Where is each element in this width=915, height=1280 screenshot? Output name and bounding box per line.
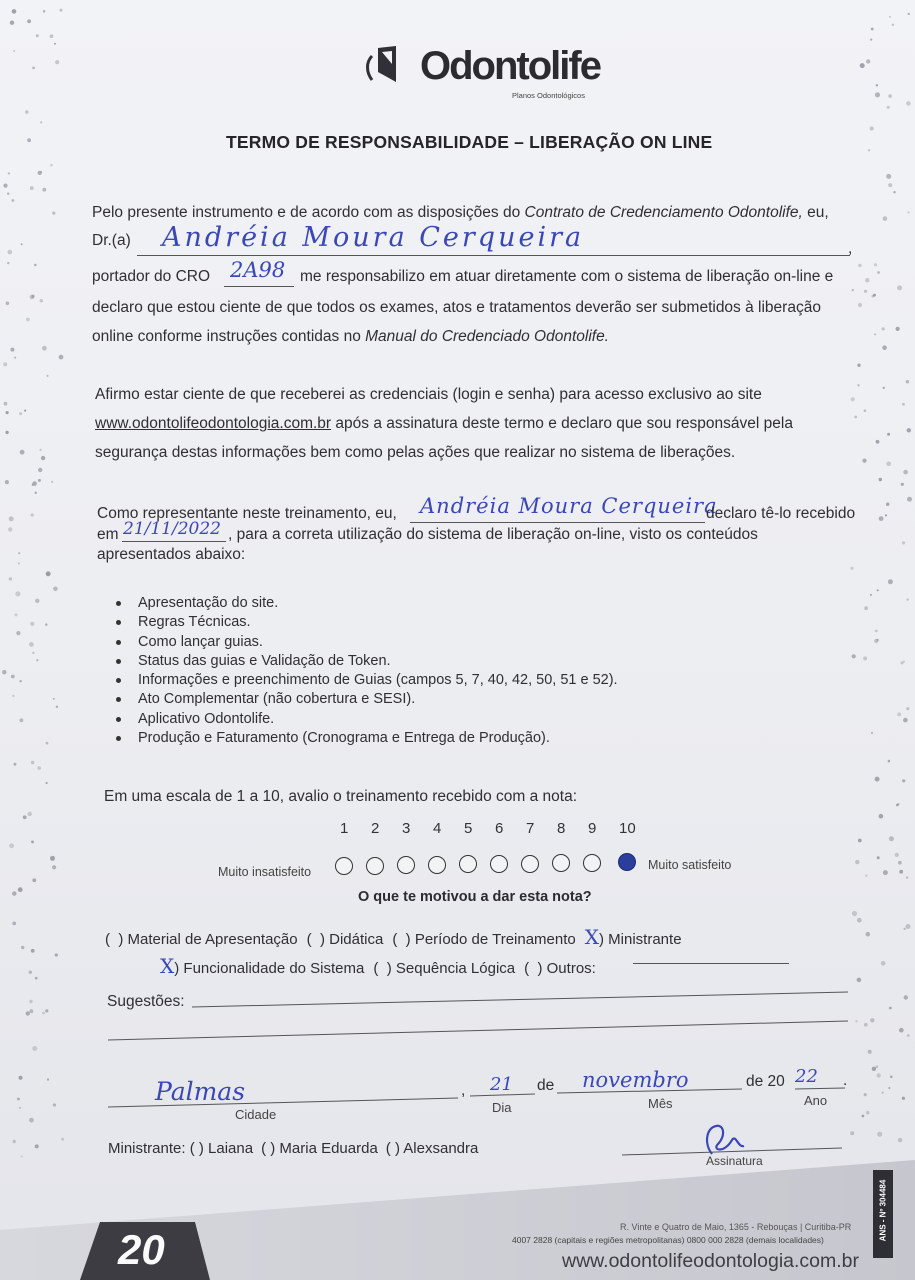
checkbox-label: Outros:	[546, 960, 596, 977]
contract-name: Contrato de Credenciamento Odontolife,	[524, 204, 803, 221]
checkbox: ( )	[306, 931, 330, 948]
scale-number-8: 8	[557, 820, 566, 837]
p1-l5-text: online conforme instruções contidas no	[92, 328, 366, 345]
p3-name-handwritten: Andréia Moura Cerqueira	[420, 494, 718, 518]
ministrante-option[interactable]: ( ) Alexsandra	[385, 1140, 479, 1157]
checkbox-label: Ministrante	[608, 931, 682, 948]
p1-text-b: eu,	[802, 204, 829, 221]
rating-prompt: Em uma escala de 1 a 10, avalio o treinamento recebido com a nota:	[104, 788, 578, 805]
margin-dot	[13, 1140, 16, 1143]
logo-brand: Odontolife	[420, 44, 600, 88]
signature-label: Assinatura	[706, 1154, 763, 1168]
checkbox: ( )	[524, 960, 547, 977]
page-title: TERMO DE RESPONSABILIDADE – LIBERAÇÃO ON LINE	[226, 132, 713, 152]
scale-number-9: 9	[588, 820, 597, 837]
month-handwritten: novembro	[582, 1068, 689, 1092]
margin-dot	[877, 1132, 882, 1137]
checkbox: ( )	[373, 960, 396, 977]
list-item: Como lançar guias.	[138, 633, 618, 652]
manual-name: Manual do Credenciado Odontolife.	[365, 328, 609, 345]
list-item: Produção e Faturamento (Cronograma e Entrega de Produção).	[138, 729, 618, 748]
rating-high-label: Muito satisfeito	[648, 858, 732, 872]
dr-name-handwritten: Andréia Moura Cerqueira	[162, 222, 585, 253]
p3-line2-rest: , para a correta utilização do sistema de liberação on-line, visto os conteúdos	[228, 526, 758, 543]
margin-dot	[35, 1144, 39, 1148]
checkbox-label: Funcionalidade do Sistema	[183, 960, 365, 977]
p3-date-handwritten: 21/11/2022	[123, 519, 221, 539]
cro-prefix: portador do CRO	[92, 268, 211, 285]
cro-handwritten: 2A98	[230, 258, 286, 282]
p2-line1: Afirmo estar ciente de que receberei as credenciais (login e senha) para acesso exclusivo ao site	[95, 386, 762, 403]
margin-dot	[61, 1138, 64, 1141]
scale-number-4: 4	[433, 820, 442, 837]
day-handwritten: 21	[490, 1074, 513, 1095]
p3-line1-b: declaro tê-lo recebido	[706, 505, 856, 522]
p3-line2-text: para a correta utilização do sistema de liberação on-line, visto os conteúdos	[236, 526, 758, 543]
margin-dot	[850, 1131, 854, 1135]
logo-tagline: Planos Odontológicos	[512, 91, 585, 100]
checkbox-label: Material de Apresentação	[127, 931, 298, 948]
ministrante-row	[108, 1140, 486, 1157]
motivation-question: O que te motivou a dar esta nota?	[358, 889, 592, 905]
scale-number-7: 7	[526, 820, 535, 837]
footer-number: 20	[118, 1226, 165, 1273]
checkbox-paren: )	[174, 960, 184, 977]
p3-line1-a: Como representante neste treinamento, eu,	[97, 505, 397, 522]
scale-number-10: 10	[619, 820, 636, 837]
ministrante-option[interactable]: ( ) Maria Eduarda	[261, 1140, 378, 1157]
suggestions-label: Sugestões:	[107, 993, 185, 1010]
city-label: Cidade	[235, 1107, 277, 1122]
scale-number-5: 5	[464, 820, 473, 837]
list-item: Regras Técnicas.	[138, 613, 618, 632]
scale-number-2: 2	[371, 820, 380, 837]
scale-number-6: 6	[495, 820, 504, 837]
year-label: Ano	[804, 1093, 828, 1108]
cro-suffix: me responsabilizo em atuar diretamente com o sistema de liberação on-line e	[300, 268, 834, 285]
list-item: Apresentação do site.	[138, 594, 618, 613]
date-de-2: de 20	[746, 1073, 785, 1090]
dr-name-comma: ,	[848, 240, 853, 257]
p1-text-a: Pelo presente instrumento e de acordo com as disposições do	[92, 204, 525, 221]
p3-line3: apresentados abaixo:	[97, 546, 246, 563]
p3-em: em	[97, 526, 119, 543]
p1-line4: declaro que estou ciente de que todos os exames, atos e tratamentos deverão ser submetidos à liberação	[92, 299, 821, 316]
day-label: Dia	[492, 1100, 512, 1115]
ans-text: ANS - Nº 304484	[878, 1179, 888, 1242]
list-item: Ato Complementar (não cobertura e SESI).	[138, 690, 618, 709]
signature-mark	[707, 1126, 744, 1154]
scale-number-3: 3	[402, 820, 411, 837]
margin-dot	[898, 1138, 902, 1142]
margin-dot	[21, 1155, 23, 1157]
list-item: Aplicativo Odontolife.	[138, 710, 618, 729]
p2-line2-rest: após a assinatura deste termo e declaro que sou responsável pela	[331, 415, 793, 432]
checkbox-label: Sequência Lógica	[395, 960, 516, 977]
month-label: Mês	[648, 1096, 673, 1111]
checkbox-label: Período de Treinamento	[414, 931, 576, 948]
checkbox-mark: X	[584, 925, 599, 949]
list-item: Status das guias e Validação de Token.	[138, 652, 618, 671]
site-link[interactable]: www.odontolifeodontologia.com.br	[95, 415, 332, 432]
ans-badge	[873, 1170, 893, 1258]
date-de-1: de	[537, 1077, 555, 1094]
ministrante-label: Ministrante:	[108, 1140, 190, 1157]
p2-line3: segurança destas informações bem como pelas ações que realizar no sistema de liberações.	[95, 444, 736, 461]
city-comma: ,	[461, 1082, 466, 1099]
checkbox-label: Didática	[329, 931, 384, 948]
city-handwritten: Palmas	[155, 1077, 246, 1106]
checkbox-paren: )	[599, 931, 609, 948]
rating-low-label: Muito insatisfeito	[218, 865, 312, 879]
year-handwritten: 22	[795, 1066, 818, 1087]
ministrante-option[interactable]: ( ) Laiana	[189, 1140, 254, 1157]
footer-phones: 4007 2828 (capitais e regiões metropolitanas) 0800 000 2828 (demais localidades)	[512, 1235, 824, 1245]
checkbox: ( )	[105, 931, 128, 948]
footer-website[interactable]: www.odontolifeodontologia.com.br	[562, 1250, 860, 1272]
footer-address: R. Vinte e Quatro de Maio, 1365 - Rebouças | Curitiba-PR	[620, 1222, 852, 1232]
dr-prefix: Dr.(a)	[92, 232, 131, 249]
date-dot: .	[843, 1072, 848, 1089]
checkbox-mark: X	[160, 954, 175, 978]
checkbox: ( )	[392, 931, 415, 948]
list-item: Informações e preenchimento de Guias (campos 5, 7, 40, 42, 50, 51 e 52).	[138, 671, 618, 690]
scale-number-1: 1	[340, 820, 349, 837]
